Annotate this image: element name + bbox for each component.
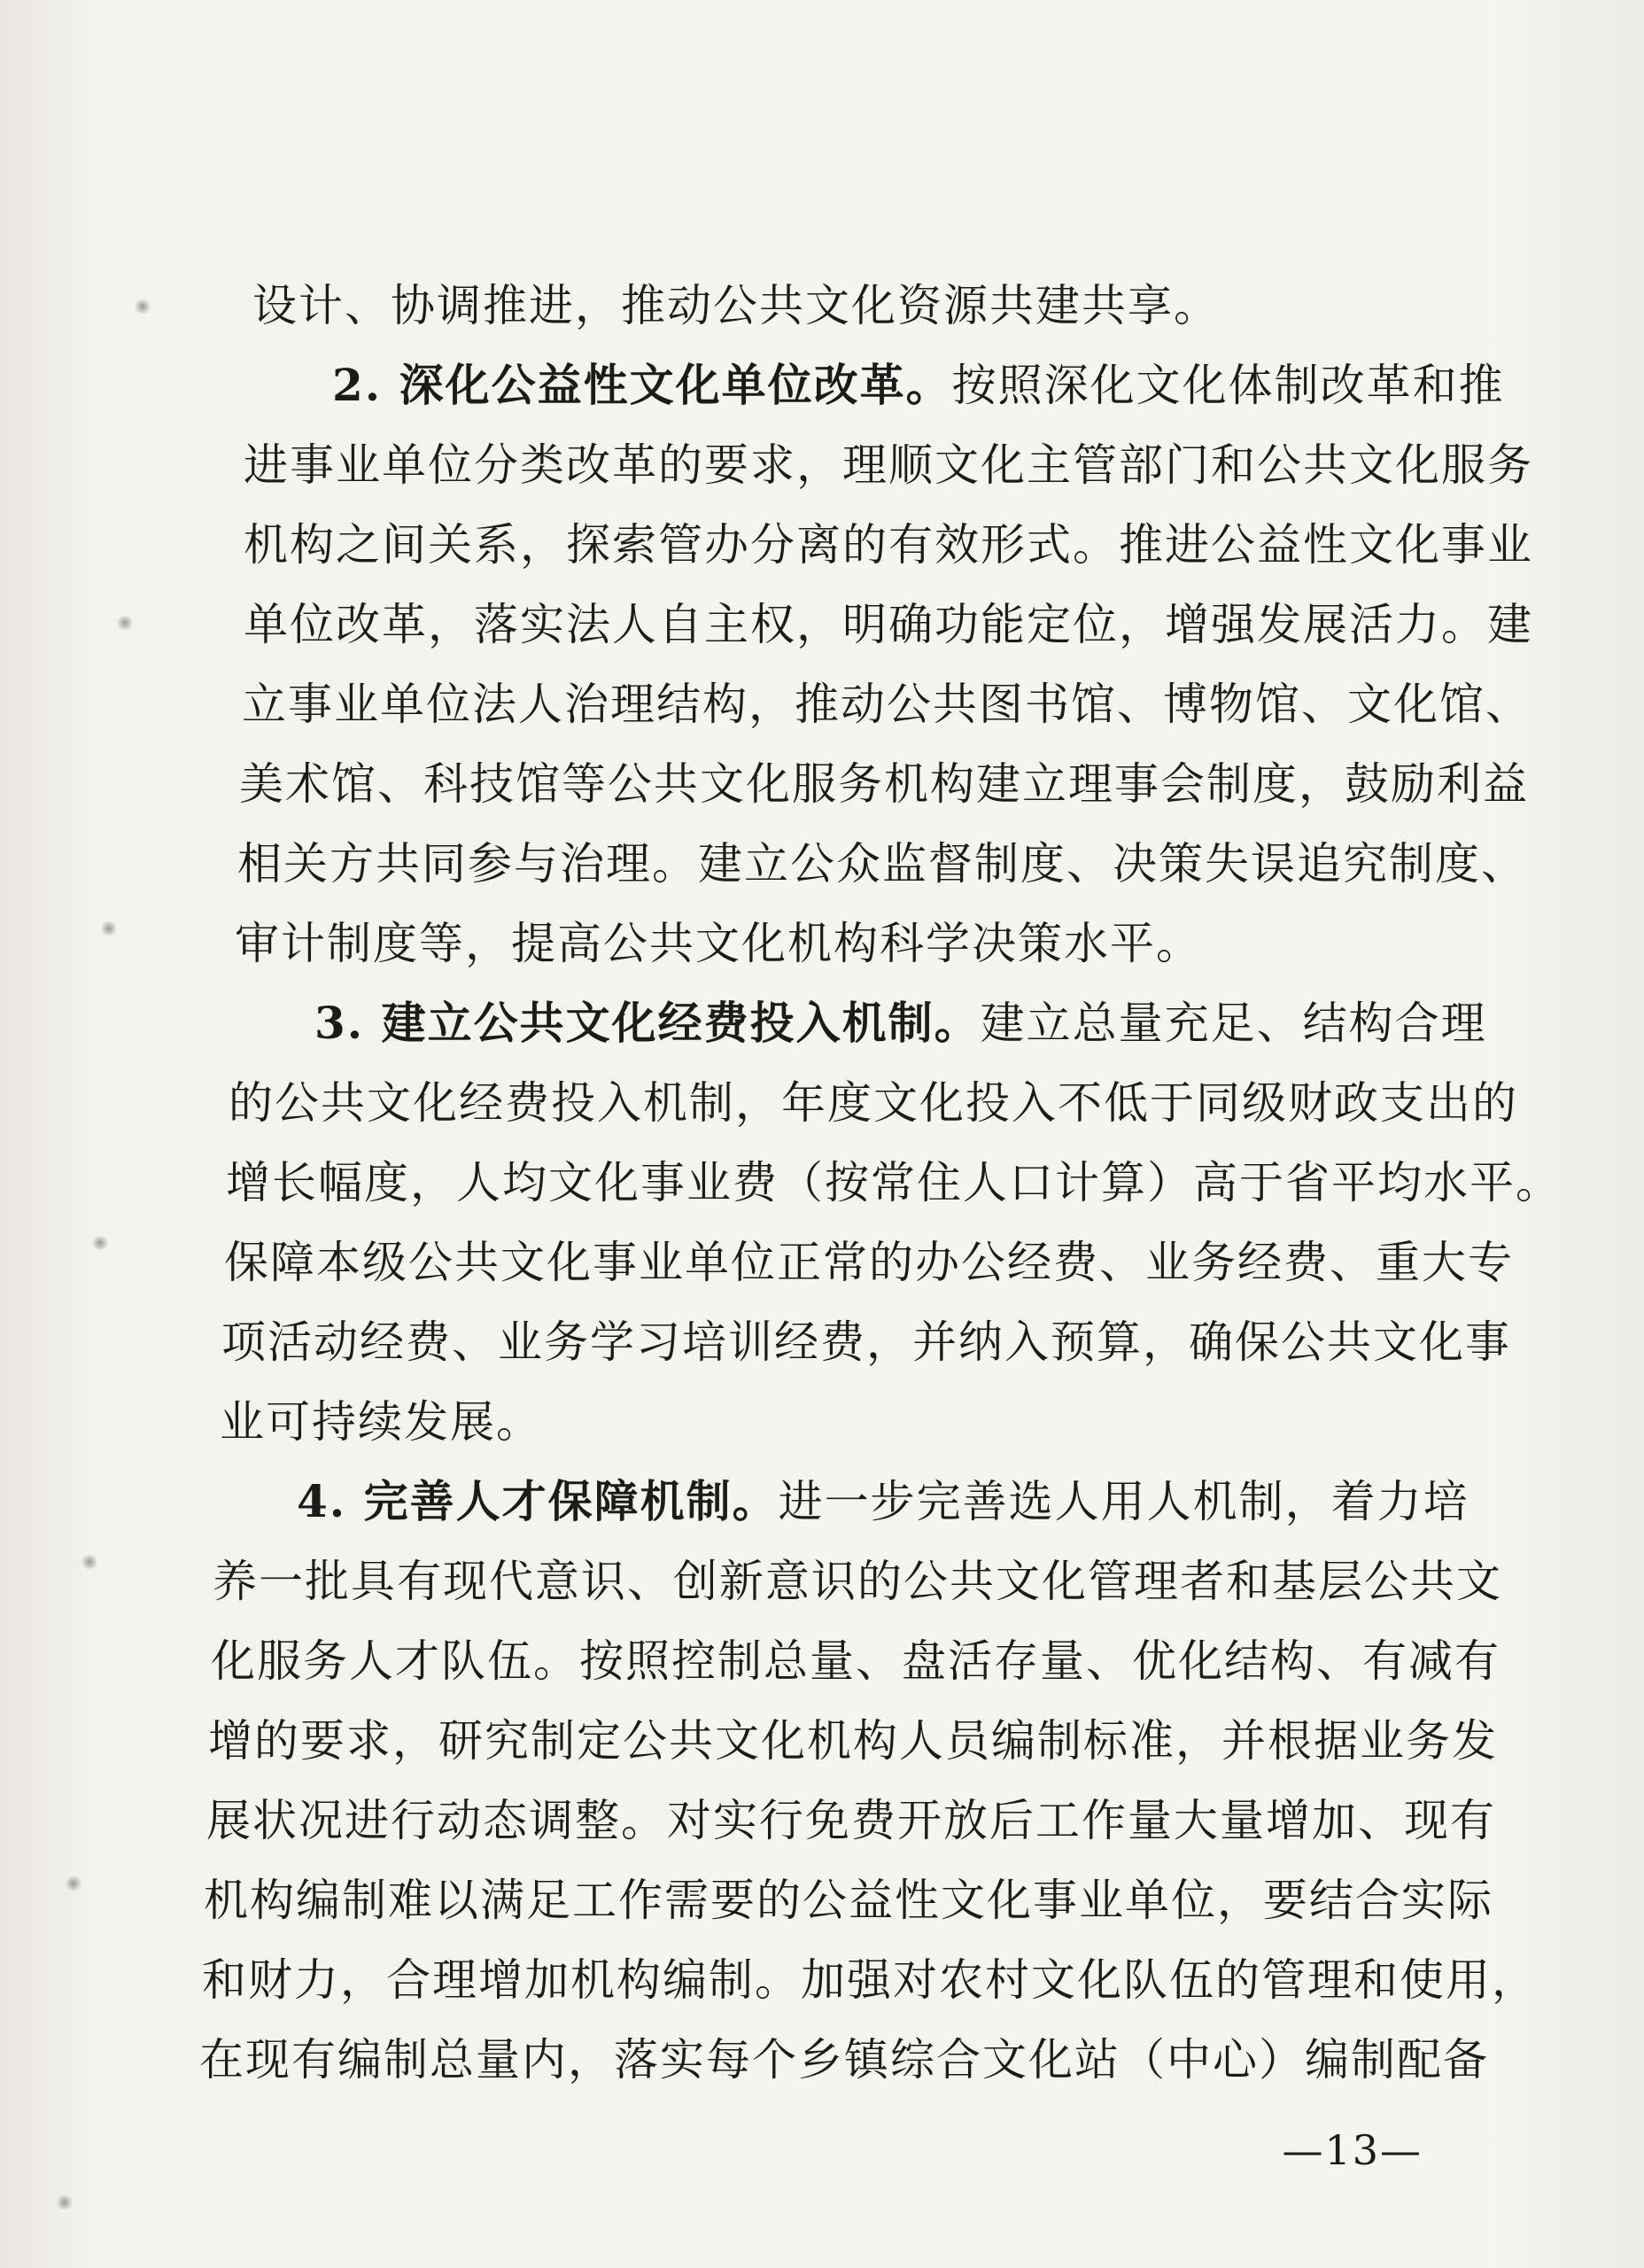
body-line: 增的要求，研究制定公共文化机构人员编制标准，并根据业务发 [208, 1715, 1498, 1767]
body-line: 单位改革，落实法人自主权，明确功能定位，增强发展活力。建 [244, 599, 1533, 650]
body-line: 进事业单位分类改革的要求，理顺文化主管部门和公共文化服务 [244, 439, 1533, 491]
page-number: —13— [1282, 2126, 1423, 2174]
body-line: 养一批具有现代意识、创新意识的公共文化管理者和基层公共文 [213, 1556, 1502, 1607]
body-line: 增长幅度，人均文化事业费（按常住人口计算）高于省平均水平。 [226, 1157, 1562, 1208]
body-line: 相关方共同参与治理。建立公众监督制度、决策失误追究制度、 [237, 838, 1527, 889]
section-heading-line: 2. 深化公益性文化单位改革。按照深化文化体制改革和推 [332, 359, 1505, 411]
body-line: 的公共文化经费投入机制，年度文化投入不低于同级财政支出的 [229, 1077, 1518, 1129]
body-line: 机构编制难以满足工作需要的公益性文化事业单位，要结合实际 [204, 1875, 1493, 1926]
section-heading: 2. 深化公益性文化单位改革。 [332, 359, 952, 411]
section-heading: 3. 建立公共文化经费投入机制。 [314, 997, 981, 1049]
body-line: 和财力，合理增加机构编制。加强对农村文化队伍的管理和使用， [202, 1954, 1538, 2006]
section-heading-line: 3. 建立公共文化经费投入机制。建立总量充足、结构合理 [314, 997, 1487, 1049]
body-line: 美术馆、科技馆等公共文化服务机构建立理事会制度，鼓励利益 [239, 758, 1529, 810]
body-line: 化服务人才队伍。按照控制总量、盘活存量、优化结构、有减有 [211, 1635, 1501, 1687]
body-line: 展状况进行动态调整。对实行免费开放后工作量大量增加、现有 [206, 1795, 1496, 1846]
body-line: 项活动经费、业务学习培训经费，并纳入预算，确保公共文化事 [221, 1317, 1511, 1368]
body-line: 机构之间关系，探索管办分离的有效形式。推进公益性文化事业 [244, 519, 1533, 571]
body-line: 立事业单位法人治理结构，推动公共图书馆、博物馆、文化馆、 [242, 679, 1532, 730]
body-line: 业可持续发展。 [220, 1396, 542, 1448]
body-line: 审计制度等，提高公共文化机构科学决策水平。 [235, 918, 1202, 969]
section-heading: 4. 完善人才保障机制。 [297, 1475, 779, 1527]
body-line: 保障本级公共文化事业单位正常的办公经费、业务经费、重大专 [224, 1237, 1514, 1288]
section-heading-line: 4. 完善人才保障机制。进一步完善选人用人机制，着力培 [297, 1475, 1470, 1527]
body-line: 在现有编制总量内，落实每个乡镇综合文化站（中心）编制配备 [199, 2034, 1489, 2085]
body-line: 设计、协调推进，推动公共文化资源共建共享。 [252, 280, 1220, 331]
